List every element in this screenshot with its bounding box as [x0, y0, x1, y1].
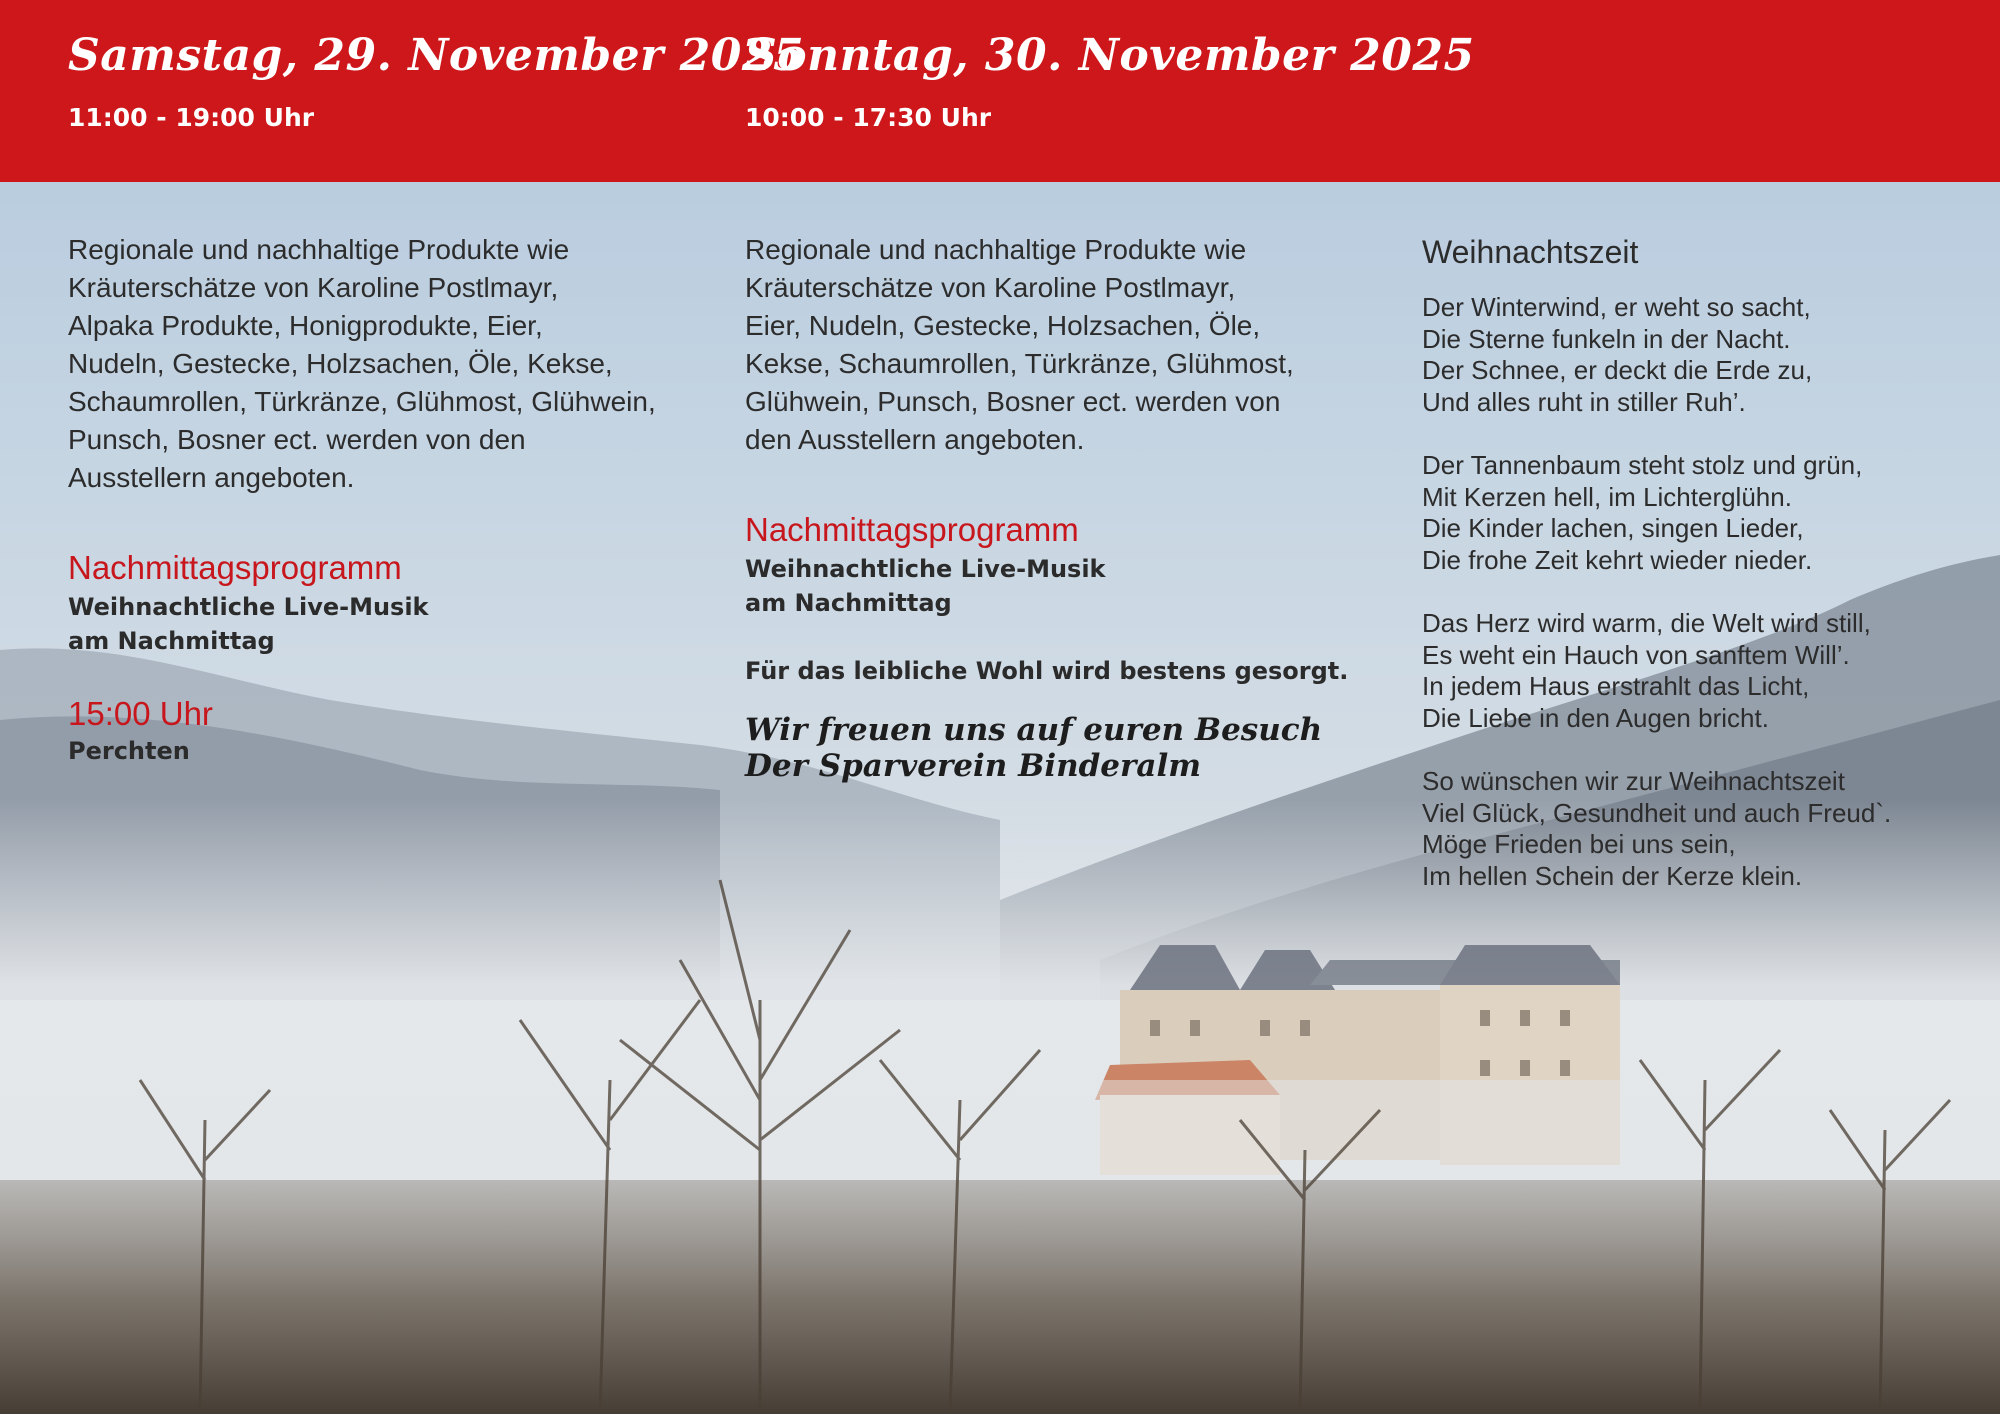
- food-note: Für das leibliche Wohl wird bestens gesorgt.: [745, 657, 1349, 685]
- sunday-program-text: Weihnachtliche Live-Musik am Nachmittag: [745, 555, 1106, 617]
- saturday-products-text: Regionale und nachhaltige Produkte wie Kräuterschätze von Karoline Postlmayr, Alpaka Produkte, Honigprodukte, Eier, Nudeln, Gestecke, Holzsachen, Öle, Kekse, Schaumrollen, Türkränze, Glühmost, Glühwein, Punsch, Bosner ect. werden von den Ausstellern angeboten.: [68, 234, 656, 493]
- sunday-column: [745, 231, 1365, 784]
- closing-greeting: Wir freuen uns auf euren Besuch Der Sparverein Binderalm: [745, 712, 1323, 784]
- poem-title: Weihnachtszeit: [1422, 234, 1639, 270]
- saturday-column: [68, 231, 688, 768]
- saturday-time-text: Perchten: [68, 737, 190, 765]
- saturday-hours: 11:00 - 19:00 Uhr: [68, 103, 315, 132]
- poem-stanza: Der Tannenbaum steht stolz und grün, Mit Kerzen hell, im Lichterglühn. Die Kinder lachen, singen Lieder, Die frohe Zeit kehrt wieder nieder.: [1422, 449, 1863, 575]
- poem-stanza: So wünschen wir zur Weihnachtszeit Viel Glück, Gesundheit und auch Freud`. Möge Frieden bei uns sein, Im hellen Schein der Kerze klein.: [1422, 765, 1892, 891]
- poem-column: [1422, 232, 1982, 892]
- sunday-program-heading: Nachmittagsprogramm: [745, 511, 1079, 548]
- sunday-products-text: Regionale und nachhaltige Produkte wie Kräuterschätze von Karoline Postlmayr, Eier, Nudeln, Gestecke, Holzsachen, Öle, Kekse, Schaumrollen, Türkränze, Glühmost, Glühwein, Punsch, Bosner ect. werden von den Ausstellern angeboten.: [745, 234, 1294, 455]
- sunday-hours: 10:00 - 17:30 Uhr: [745, 103, 992, 132]
- saturday-program-heading: Nachmittagsprogramm: [68, 549, 402, 586]
- saturday-time-heading: 15:00 Uhr: [68, 695, 213, 732]
- poem-stanza: Das Herz wird warm, die Welt wird still, Es weht ein Hauch von sanftem Will’. In jedem Haus erstrahlt das Licht, Die Liebe in den Augen bricht.: [1422, 607, 1871, 733]
- header-banner: [0, 0, 2000, 182]
- poem-stanza: Der Winterwind, er weht so sacht, Die Sterne funkeln in der Nacht. Der Schnee, er deckt die Erde zu, Und alles ruht in stiller Ruh’.: [1422, 292, 1813, 417]
- saturday-program-text: Weihnachtliche Live-Musik am Nachmittag: [68, 593, 429, 655]
- saturday-date-title: Samstag, 29. November 2025: [68, 30, 805, 81]
- sunday-date-title: Sonntag, 30. November 2025: [745, 30, 1475, 81]
